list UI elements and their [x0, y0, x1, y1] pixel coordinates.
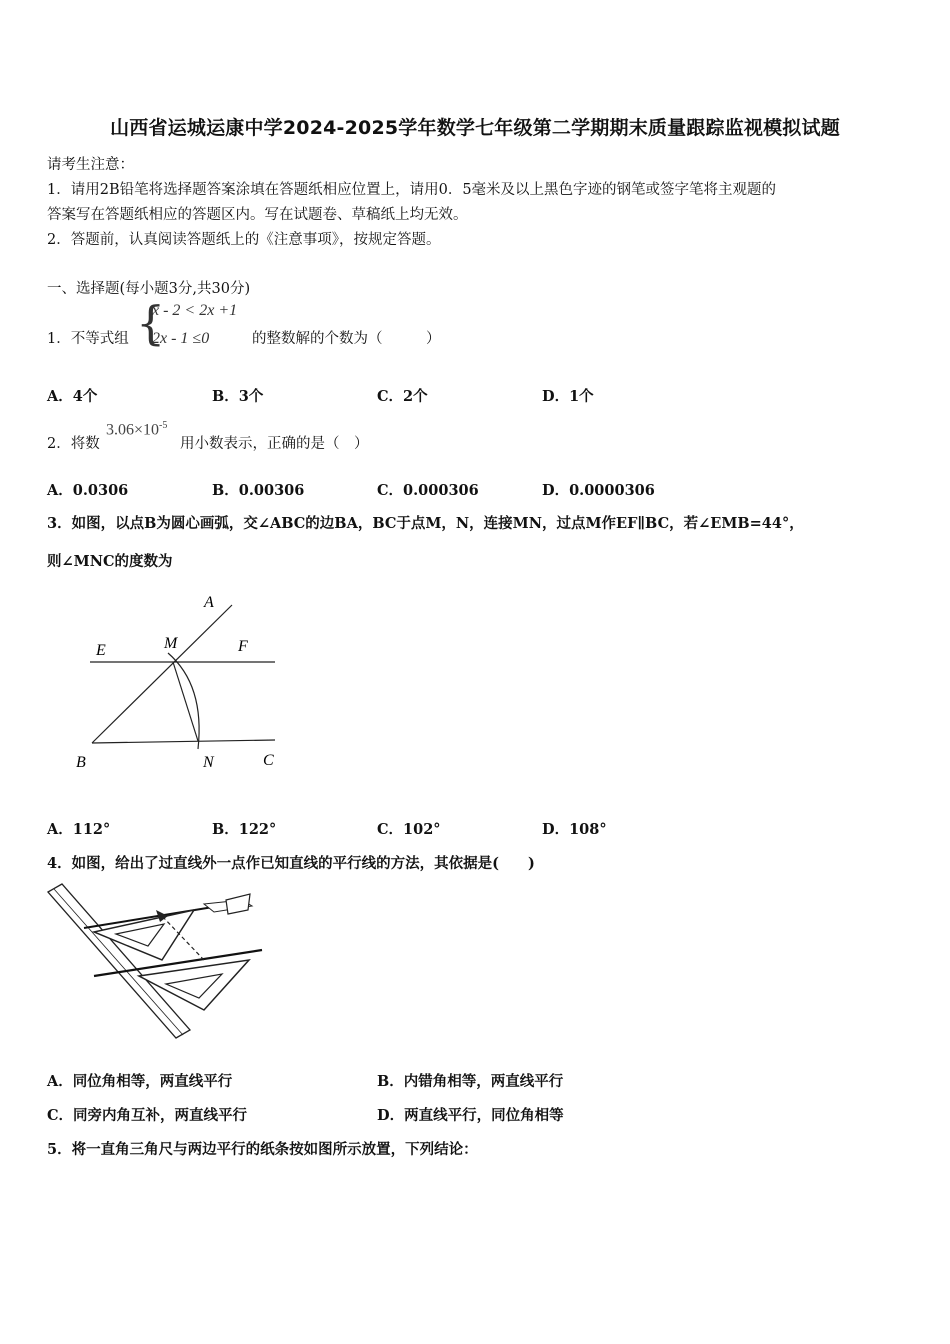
- q4-option-c[interactable]: C．同旁内角互补，两直线平行: [47, 1107, 248, 1124]
- q1-suffix: 的整数解的个数为（ ）: [252, 331, 441, 347]
- label-f: F: [238, 638, 248, 655]
- q1-prefix: 1．不等式组: [47, 331, 129, 347]
- q3-text-line-1: 3．如图，以点B为圆心画弧，交∠ABC的边BA，BC于点M，N，连接MN，过点M作EF∥BC，若∠EMB=44°，: [47, 515, 804, 532]
- q2-number-exponent: -5: [159, 420, 168, 431]
- q5-text: 5．将一直角三角尺与两边平行的纸条按如图所示放置，下列结论：: [47, 1141, 478, 1158]
- q2-option-a[interactable]: A．0.0306: [47, 482, 129, 499]
- q4-option-b[interactable]: B．内错角相等，两直线平行: [377, 1073, 564, 1090]
- notice-heading: 请考生注意：: [47, 157, 134, 173]
- q3-option-c[interactable]: C．102°: [377, 821, 441, 838]
- pencil-body: [226, 894, 250, 914]
- label-b: B: [76, 754, 86, 771]
- notice-line-1a: 1．请用2B铅笔将选择题答案涂填在答题纸相应位置上，请用0．5毫米及以上黑色字迹的钢笔或签字笔将主观题的: [47, 182, 777, 198]
- q1-option-b[interactable]: B．3个: [212, 388, 264, 405]
- q3-option-b[interactable]: B．122°: [212, 821, 277, 838]
- q2-option-d[interactable]: D．0.0000306: [542, 482, 655, 499]
- q2-number: [106, 420, 167, 439]
- label-n: N: [203, 754, 214, 771]
- q2-option-b[interactable]: B．0.00306: [212, 482, 305, 499]
- q3-option-a[interactable]: A．112°: [47, 821, 111, 838]
- q3-figure: [70, 585, 300, 780]
- q2-suffix: 用小数表示，正确的是（ ）: [180, 436, 369, 452]
- notice-line-2: 2．答题前，认真阅读答题纸上的《注意事项》，按规定答题。: [47, 232, 441, 248]
- label-e: E: [96, 642, 106, 659]
- ray-bc: [92, 740, 275, 743]
- q1-option-c[interactable]: C．2个: [377, 388, 428, 405]
- ray-ba: [92, 605, 232, 743]
- system-brace: {: [136, 296, 166, 350]
- q2-number-base: 3.06×10: [106, 421, 160, 439]
- arc: [168, 653, 199, 749]
- q1-option-d[interactable]: D．1个: [542, 388, 594, 405]
- q4-text: 4．如图，给出了过直线外一点作已知直线的平行线的方法，其依据是( ): [47, 855, 535, 872]
- ruler: [48, 884, 190, 1038]
- q4-option-d[interactable]: D．两直线平行，同位角相等: [377, 1107, 564, 1124]
- label-m: M: [164, 635, 178, 652]
- q1-inequality-2: 2x - 1 ≤0: [152, 330, 210, 347]
- notice-line-1b: 答案写在答题纸相应的答题区内。写在试题卷、草稿纸上均无效。: [47, 207, 468, 223]
- q3-text-line-2: 则∠MNC的度数为: [47, 553, 173, 570]
- q2-option-c[interactable]: C．0.000306: [377, 482, 479, 499]
- label-c: C: [263, 752, 274, 769]
- q4-figure: [44, 880, 269, 1040]
- ruler-edge: [54, 889, 183, 1035]
- label-a: A: [204, 594, 214, 611]
- page-title: 山西省运城运康中学2024-2025学年数学七年级第二学期期末质量跟踪监视模拟试题: [110, 117, 840, 139]
- q4-option-a[interactable]: A．同位角相等，两直线平行: [47, 1073, 233, 1090]
- q2-prefix: 2．将数: [47, 436, 100, 452]
- section-heading: 一、选择题(每小题3分,共30分): [47, 281, 251, 297]
- q1-option-a[interactable]: A．4个: [47, 388, 98, 405]
- q3-option-d[interactable]: D．108°: [542, 821, 607, 838]
- q1-inequality-1: x - 2 < 2x +1: [152, 302, 238, 319]
